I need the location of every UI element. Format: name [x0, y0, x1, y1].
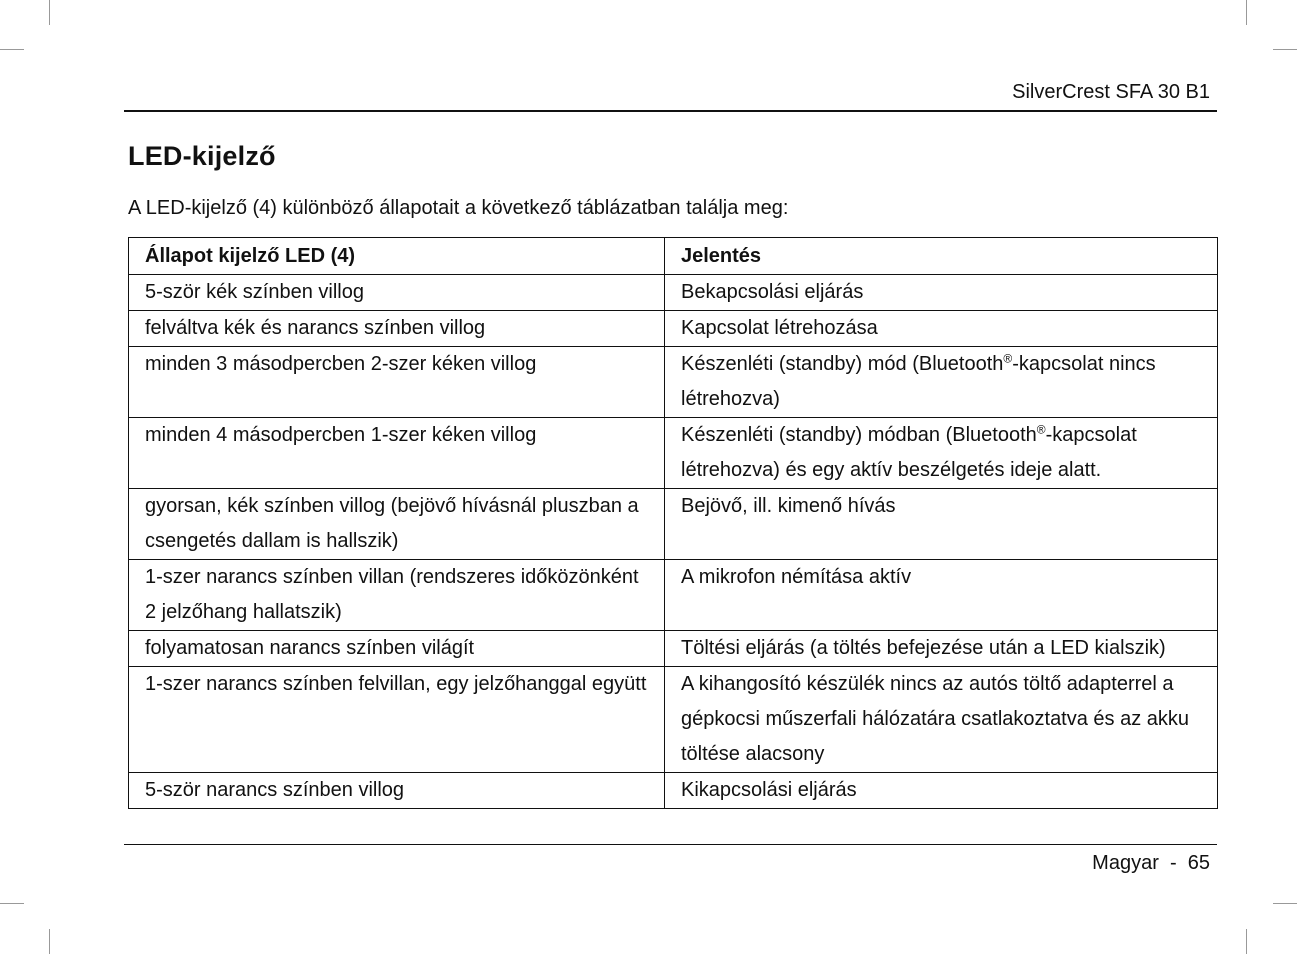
cell-meaning: A kihangosító készülék nincs az autós töltő adapterrel a gépkocsi műszerfali hálózatára csatlakoztatva és az akku töltése alacsony	[665, 667, 1218, 773]
column-header-meaning: Jelentés	[665, 238, 1218, 275]
table-row	[129, 311, 1218, 347]
meaning-text: Készenléti (standby) mód (Bluetooth	[681, 353, 1004, 375]
cell-meaning: Kapcsolat létrehozása	[665, 311, 1218, 347]
cell-meaning: Bekapcsolási eljárás	[665, 275, 1218, 311]
cell-meaning: A mikrofon némítása aktív	[665, 560, 1218, 631]
table-row	[129, 418, 1218, 489]
crop-mark	[1246, 0, 1247, 25]
registered-mark: ®	[1036, 422, 1046, 437]
crop-mark	[0, 903, 24, 904]
header-rule	[124, 110, 1217, 112]
cell-meaning: Bejövő, ill. kimenő hívás	[665, 489, 1218, 560]
meaning-text: -kapcsolat létrehozva) és egy aktív beszélgetés ideje alatt.	[681, 424, 1137, 481]
crop-mark	[49, 0, 50, 25]
cell-state: folyamatosan narancs színben világít	[129, 631, 665, 667]
meaning-text: Készenléti (standby) módban (Bluetooth	[681, 424, 1037, 446]
table-row	[129, 275, 1218, 311]
crop-mark	[1246, 929, 1247, 954]
table-row	[129, 631, 1218, 667]
cell-state: felváltva kék és narancs színben villog	[129, 311, 665, 347]
running-header: SilverCrest SFA 30 B1	[1012, 81, 1210, 103]
page-title: LED-kijelző	[128, 141, 276, 171]
crop-mark	[49, 929, 50, 954]
cell-meaning: Töltési eljárás (a töltés befejezése után a LED kialszik)	[665, 631, 1218, 667]
cell-state: 5-ször kék színben villog	[129, 275, 665, 311]
crop-mark	[1273, 903, 1297, 904]
column-header-state: Állapot kijelző LED (4)	[129, 238, 665, 275]
cell-state: minden 4 másodpercben 1-szer kéken villog	[129, 418, 665, 489]
table-row	[129, 667, 1218, 773]
cell-meaning: Kikapcsolási eljárás	[665, 773, 1218, 809]
cell-meaning	[665, 418, 1218, 489]
cell-state: minden 3 másodpercben 2-szer kéken villog	[129, 347, 665, 418]
crop-mark	[1273, 49, 1297, 50]
cell-state: gyorsan, kék színben villog (bejövő hívásnál pluszban a csengetés dallam is hallszik)	[129, 489, 665, 560]
page-number: Magyar - 65	[1092, 852, 1210, 874]
intro-paragraph: A LED-kijelző (4) különböző állapotait a következő táblázatban találja meg:	[128, 197, 789, 219]
cell-state: 1-szer narancs színben felvillan, egy jelzőhanggal együtt	[129, 667, 665, 773]
table-row	[129, 347, 1218, 418]
table-header-row	[129, 238, 1218, 275]
footer-rule	[124, 844, 1217, 845]
table-row	[129, 489, 1218, 560]
registered-mark: ®	[1003, 351, 1013, 366]
crop-mark	[0, 49, 24, 50]
led-status-table	[128, 237, 1218, 809]
cell-meaning	[665, 347, 1218, 418]
meaning-text: -kapcsolat nincs létrehozva)	[681, 353, 1156, 410]
cell-state: 5-ször narancs színben villog	[129, 773, 665, 809]
cell-state: 1-szer narancs színben villan (rendszeres időközönként 2 jelzőhang hallatszik)	[129, 560, 665, 631]
table-row	[129, 773, 1218, 809]
table-row	[129, 560, 1218, 631]
